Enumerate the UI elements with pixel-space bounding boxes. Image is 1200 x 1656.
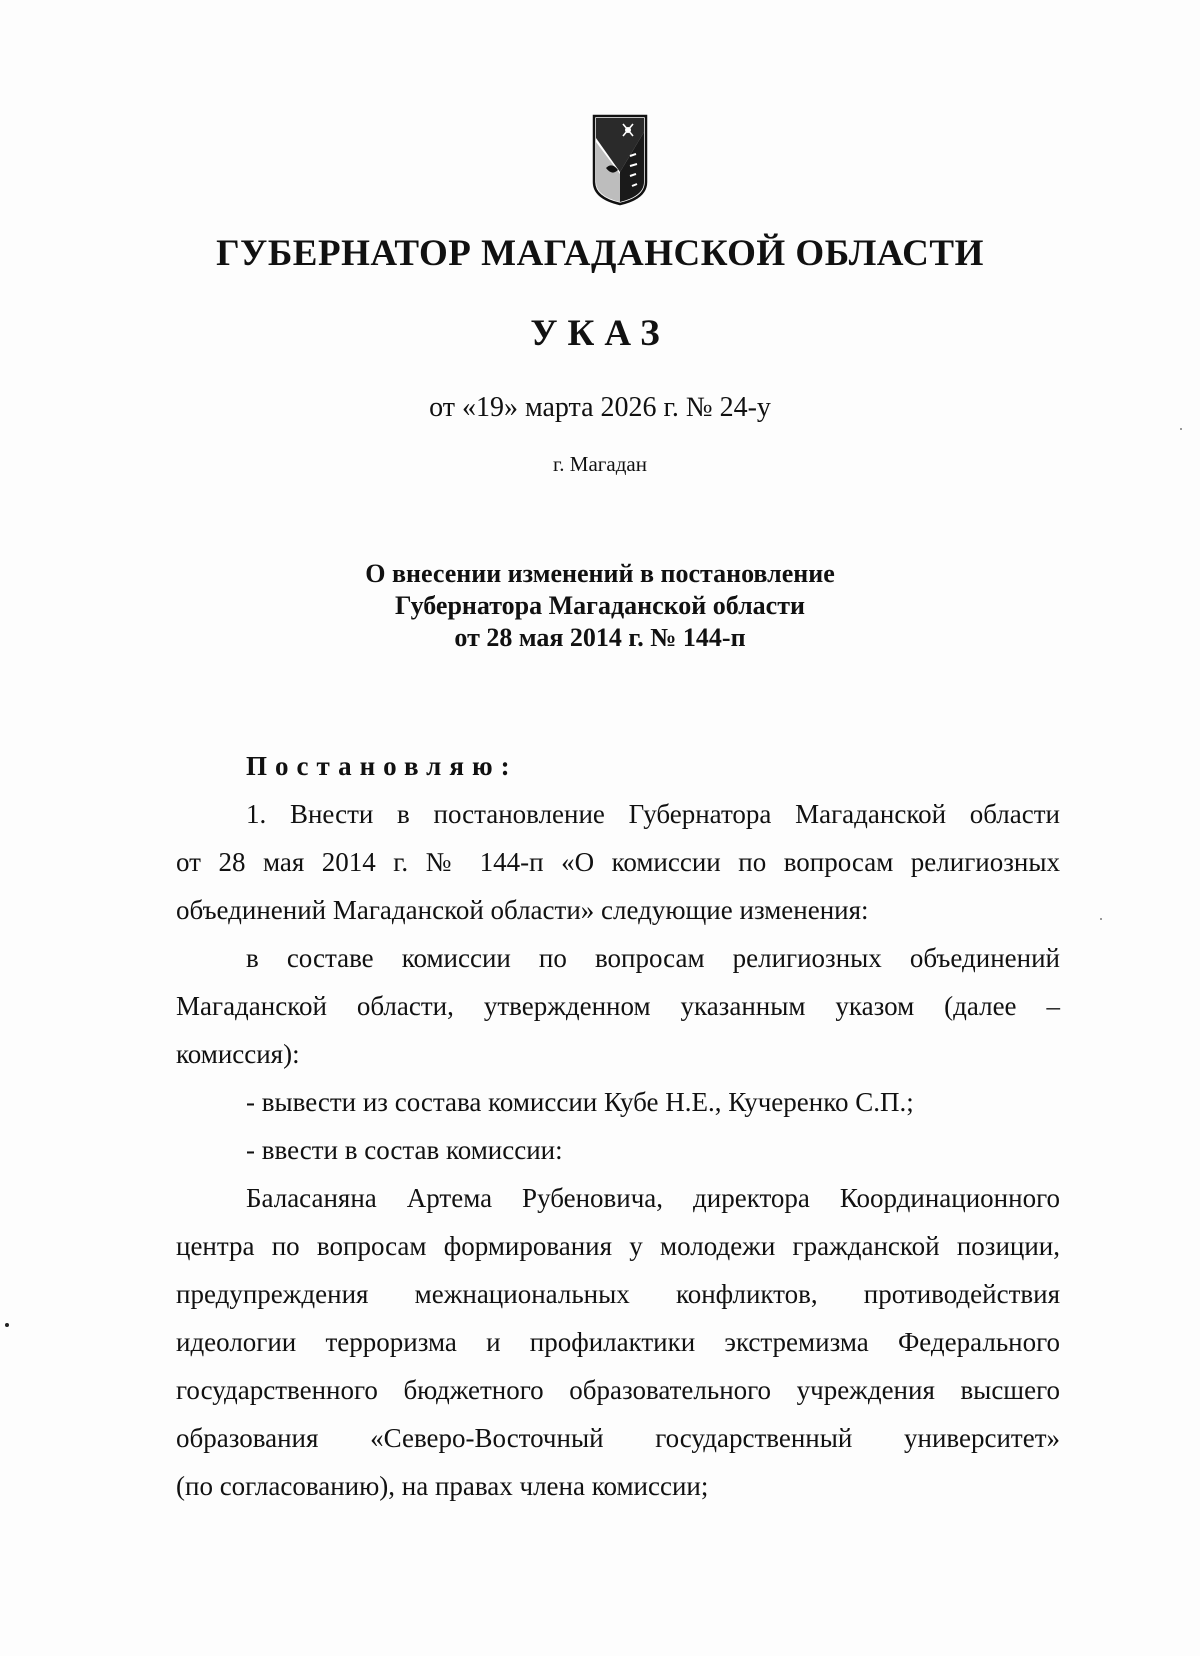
subject-line: Губернатора Магаданской области [395,591,805,620]
decree-heading [176,742,1060,790]
body-line: в составе комиссии по вопросам религиозных объединений [246,943,1060,973]
issuing-authority: ГУБЕРНАТОР МАГАДАНСКОЙ ОБЛАСТИ [216,233,984,274]
document-subject [0,558,1200,654]
body-line: (по согласованию), на правах члена комиссии; [176,1471,709,1501]
body-line: идеологии терроризма и профилактики экстремизма Федерального [176,1327,1060,1357]
document-date-number: от «19» марта 2026 г. № 24-у [429,392,771,423]
subject-line: от 28 мая 2014 г. № 144-п [454,623,746,652]
body-line: объединений Магаданской области» следующие изменения: [176,895,869,925]
scan-artifact-dot [5,1323,9,1327]
body-line: комиссия): [176,1039,300,1069]
subject-line: О внесении изменений в постановление [365,559,835,588]
document-type: УКАЗ [530,313,670,354]
scan-speck [1100,918,1102,920]
body-line: 1. Внести в постановление Губернатора Магаданской области [246,799,1060,829]
body-line: Магаданской области, утвержденном указанным указом (далее – [176,991,1060,1021]
body-line: - вывести из состава комиссии Кубе Н.Е., Кучеренко С.П.; [246,1087,914,1117]
body-line: от 28 мая 2014 г. № 144-п «О комиссии по вопросам религиозных [176,847,1060,877]
body-line: образования «Северо-Восточный государственный университет» [176,1423,1060,1453]
body-line: государственного бюджетного образовательного учреждения высшего [176,1375,1060,1405]
body-line: - ввести в состав комиссии: [246,1135,563,1165]
scan-speck [1180,428,1182,430]
body-line: Баласаняна Артема Рубеновича, директора Координационного [246,1183,1060,1213]
body-line: центра по вопросам формирования у молодежи гражданской позиции, [176,1231,1060,1261]
coat-of-arms-icon [590,112,650,206]
document-body [176,742,1060,1510]
document-place: г. Магадан [553,452,647,476]
body-line: предупреждения межнациональных конфликтов, противодействия [176,1279,1060,1309]
decree-word: Постановляю: [246,751,518,781]
